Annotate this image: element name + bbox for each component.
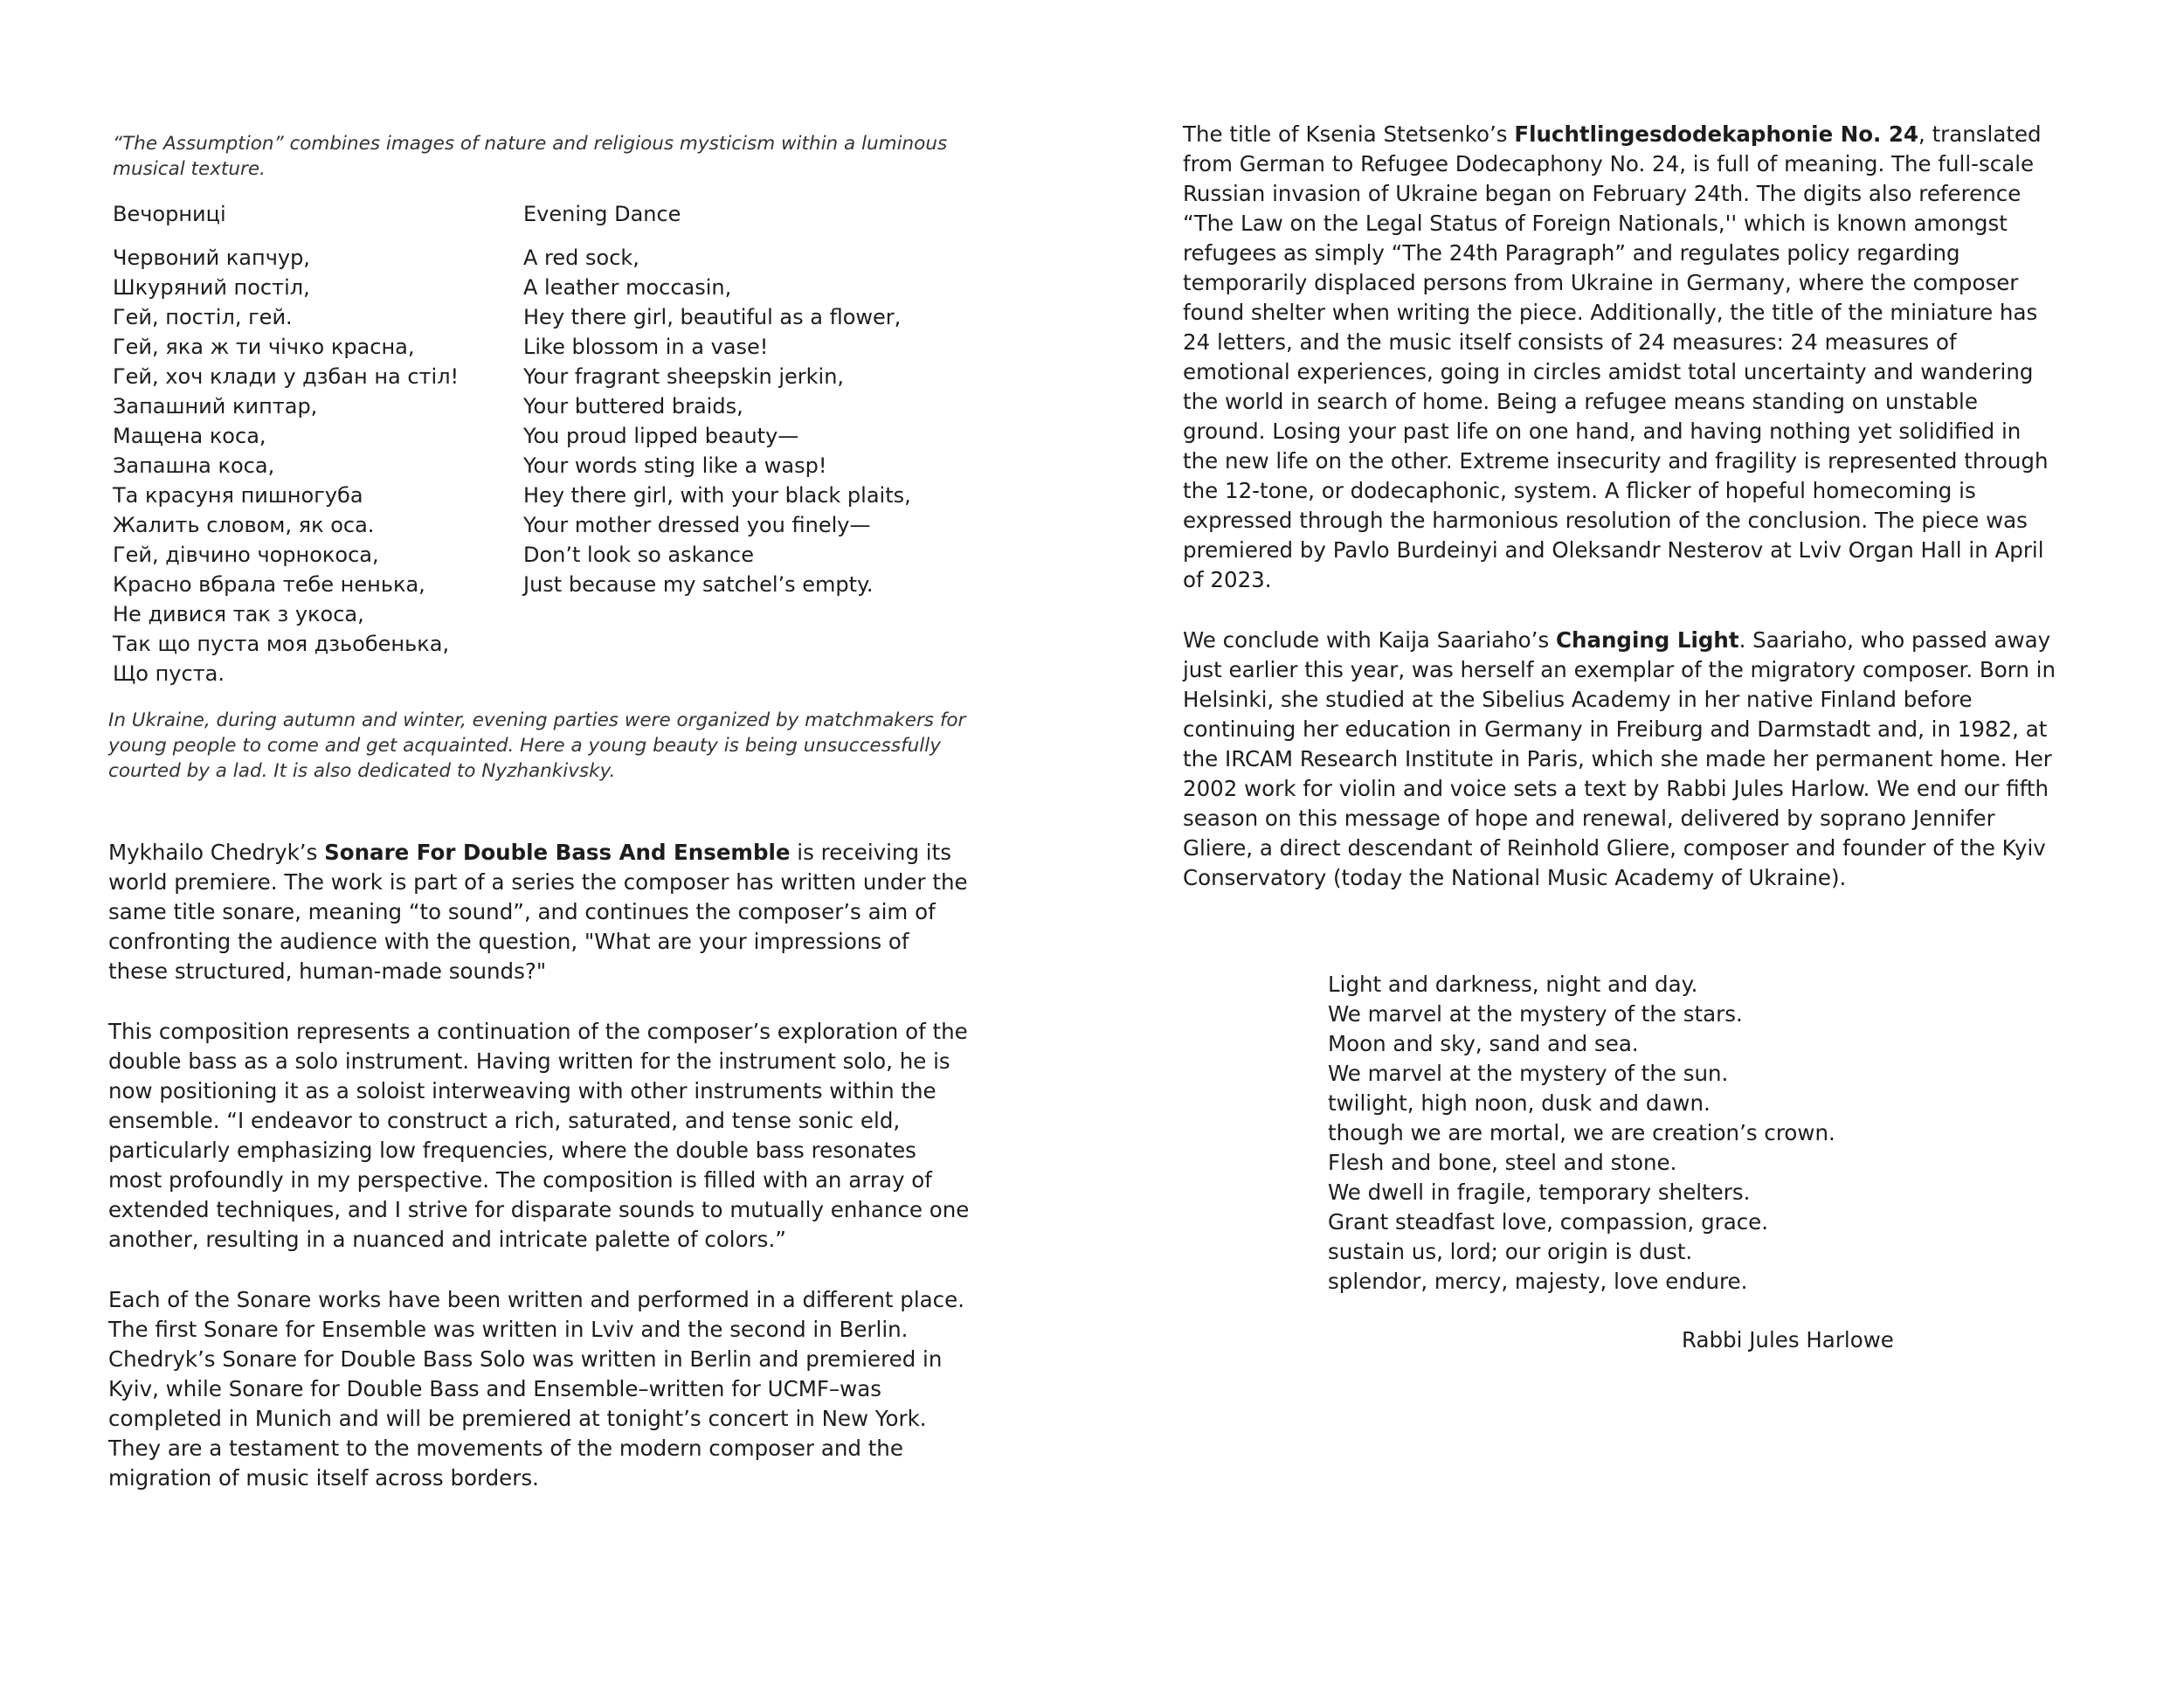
verse-line: twilight, high noon, dusk and dawn. bbox=[1328, 1090, 1711, 1116]
poem-line: Don’t look so askance bbox=[523, 543, 754, 567]
poem-line: Шкуряний постіл, bbox=[113, 275, 310, 300]
work-title: Fluchtlingesdodekaphonie No. 24 bbox=[1514, 121, 1918, 147]
poem-line: Не дивися так з укоса, bbox=[113, 602, 364, 626]
poem-line: Like blossom in a vase! bbox=[523, 335, 769, 359]
verse-line: We marvel at the mystery of the stars. bbox=[1328, 1001, 1743, 1027]
verse-line: sustain us, lord; our origin is dust. bbox=[1328, 1239, 1693, 1264]
poem-line: A red sock, bbox=[523, 246, 639, 270]
poem-line: You proud lipped beauty— bbox=[523, 424, 799, 448]
saariaho-paragraph bbox=[1183, 626, 2061, 893]
verse-line: We marvel at the mystery of the sun. bbox=[1328, 1061, 1729, 1086]
poem-line: Your buttered braids, bbox=[523, 394, 743, 419]
verse-line: Moon and sky, sand and sea. bbox=[1328, 1031, 1639, 1056]
paragraph-text: The title of Ksenia Stetsenko’s bbox=[1183, 121, 1515, 147]
poem-line: Your mother dressed you finely— bbox=[523, 513, 871, 537]
poem-line: Гей, яка ж ти чічко красна, bbox=[113, 335, 415, 359]
poem-line: Hey there girl, beautiful as a flower, bbox=[523, 305, 902, 329]
poem-line: Жалить словом, як оса. bbox=[113, 513, 375, 537]
poem-line: Що пуста. bbox=[113, 661, 225, 686]
paragraph-text: Mykhailo Chedryk’s bbox=[108, 840, 325, 865]
verse-line: Grant steadfast love, compassion, grace. bbox=[1328, 1209, 1769, 1235]
poem-pair bbox=[113, 199, 973, 688]
poem-line: Запашний киптар, bbox=[113, 394, 318, 419]
poem-line: Красно вбрала тебе ненька, bbox=[113, 572, 425, 597]
poem-line: Мащена коса, bbox=[113, 424, 266, 448]
paragraph-text: . Saariaho, who passed away just earlier this year, was herself an exemplar of the migratory composer. Born in Helsinki, she studied at the Sibelius Academy in her native Finland before continuing her education in Germany in Freiburg and Darmstadt and, in 1982, at the IRCAM Research Institute in Paris, which she made her permanent home. Her 2002 work for violin and voice sets a text by Rabbi Jules Harlow. We end our fifth season on this message of hope and renewal, delivered by soprano Jennifer Gliere, a direct descendant of Reinhold Gliere, composer and founder of the Kyiv Conservatory (today the National Music Academy of Ukraine). bbox=[1183, 627, 2056, 890]
left-column bbox=[108, 131, 973, 1493]
poem-line: Your fragrant sheepskin jerkin, bbox=[523, 364, 845, 389]
poem-english bbox=[523, 199, 934, 688]
verse-line: though we are mortal, we are creation’s crown. bbox=[1328, 1120, 1835, 1145]
stetsenko-paragraph bbox=[1183, 120, 2061, 595]
verse-attribution: Rabbi Jules Harlowe bbox=[1682, 1327, 1894, 1352]
assumption-caption: “The Assumption” combines images of nature and religious mysticism within a luminous musical texture. bbox=[113, 133, 948, 180]
poem-line: Та красуня пишногуба bbox=[113, 483, 363, 508]
poem-line: Гей, дівчино чорнокоса, bbox=[113, 543, 379, 567]
poem-line: Гей, постіл, гей. bbox=[113, 305, 293, 329]
poem-title-english: Evening Dance bbox=[523, 202, 681, 226]
poem-line: Так що пуста моя дзьобенька, bbox=[113, 632, 450, 656]
verse-line: We dwell in fragile, temporary shelters. bbox=[1328, 1180, 1751, 1205]
right-column bbox=[1183, 120, 2061, 893]
poem-line: Червоний капчур, bbox=[113, 246, 310, 270]
chedryk-paragraph bbox=[108, 838, 973, 986]
work-title: Sonare For Double Bass And Ensemble bbox=[324, 840, 791, 865]
poem-line: Your words sting like a wasp! bbox=[523, 453, 827, 478]
paragraph-text: , translated from German to Refugee Dodecaphony No. 24, is full of meaning. The full-scale Russian invasion of Ukraine began on February 24th. The digits also reference “The Law on the Legal Status of Foreign Nationals,'' which is known amongst refugees as simply “The 24th Paragraph” and regulates policy regarding temporarily displaced persons from Ukraine in Germany, where the composer found shelter when writing the piece. Additionally, the title of the miniature has 24 letters, and the music itself consists of 24 measures: 24 measures of emotional experiences, going in circles amidst total uncertainty and wandering the world in search of home. Being a refugee means standing on unstable ground. Losing your past life on one hand, and having nothing yet solidified in the new life on the other. Extreme insecurity and fragility is represented through the 12-tone, or dodecaphonic, system. A flicker of hopeful homecoming is expressed through the harmonious resolution of the conclusion. The piece was premiered by Pavlo Burdeinyi and Oleksandr Nesterov at Lviv Organ Hall in April of 2023. bbox=[1183, 121, 2049, 592]
verse-line: Light and darkness, night and day. bbox=[1328, 972, 1698, 997]
paragraph-text: is receiving its world premiere. The work is part of a series the composer has written under the same title sonare, meaning “to sound”, and continues the composer’s aim of confronting the audience with the question, "What are your impressions of these structured, human-made sounds?" bbox=[108, 840, 968, 984]
poem-line: Just because my satchel’s empty. bbox=[523, 572, 874, 597]
poem-line: Hey there girl, with your black plaits, bbox=[523, 483, 911, 508]
sonare-works-paragraph: Each of the Sonare works have been written and performed in a different place. The first Sonare for Ensemble was written in Lviv and the second in Berlin. Chedryk’s Sonare for Double Bass Solo was written in Berlin and premiered in Kyiv, while Sonare for Double Bass and Ensemble–written for UCMF–was completed in Munich and will be premiered at tonight’s concert in New York. They are a testament to the movements of the modern composer and the migration of music itself across borders. bbox=[108, 1287, 965, 1491]
vechornytsi-caption: In Ukraine, during autumn and winter, evening parties were organized by matchmakers for young people to come and get acquainted. Here a young beauty is being unsuccessfully courted by a lad. It is also dedicated to Nyzhankivsky. bbox=[108, 709, 966, 782]
poem-line: Запашна коса, bbox=[113, 453, 275, 478]
poem-ukrainian bbox=[113, 199, 523, 688]
changing-light-verse bbox=[1328, 970, 1939, 1297]
verse-line: Flesh and bone, steel and stone. bbox=[1328, 1150, 1677, 1175]
work-title: Changing Light bbox=[1556, 627, 1739, 653]
poem-line: Гей, хоч клади у дзбан на стіл! bbox=[113, 364, 460, 389]
verse-line: splendor, mercy, majesty, love endure. bbox=[1328, 1269, 1748, 1294]
composition-paragraph: This composition represents a continuation of the composer’s exploration of the double bass as a solo instrument. Having written for the instrument solo, he is now positioning it as a soloist interweaving with other instruments within the ensemble. “I endeavor to construct a rich, saturated, and tense sonic eld, particularly emphasizing low frequencies, where the double bass resonates most profoundly in my perspective. The composition is filled with an array of extended techniques, and I strive for disparate sounds to mutually enhance one another, resulting in a nuanced and intricate palette of colors.” bbox=[108, 1019, 970, 1252]
poem-line: A leather moccasin, bbox=[523, 275, 732, 300]
poem-title-ukrainian: Вечорниці bbox=[113, 202, 226, 226]
paragraph-text: We conclude with Kaija Saariaho’s bbox=[1183, 627, 1557, 653]
